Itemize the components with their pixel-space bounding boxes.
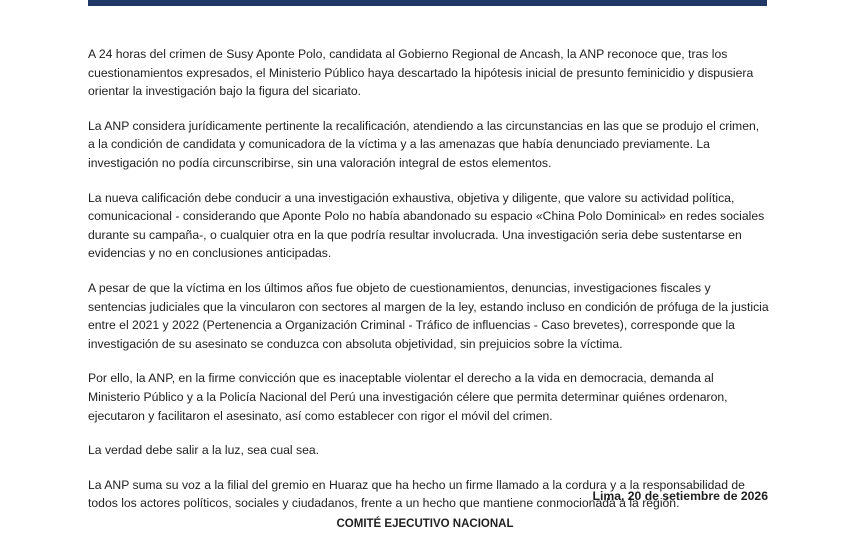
header-bar [88,0,767,6]
paragraph: A 24 horas del crimen de Susy Aponte Polo, candidata al Gobierno Regional de Ancash, la ANP reconoce que, tras los cuestionamientos expresados, el Ministerio Público haya descartado la hipótesis inicial de presunto feminicidio y dispusiera orientar la investigación bajo la figura del sicariato. [88,47,754,99]
paragraph: Por ello, la ANP, en la firme convicción que es inaceptable violentar el derecho a la vida en democracia, demanda al Ministerio Público y a la Policía Nacional del Perú una investigación célere que permita determinar quiénes ordenaron, ejecutaron y facilitaron el asesinato, así como establecer con rigor el móvil del crimen. [88,371,728,423]
paragraph: La nueva calificación debe conducir a una investigación exhaustiva, objetiva y diligente, que valore su actividad política, comunicacional - considerando que Aponte Polo no había abandonado su espacio «China Polo Dominical» en redes sociales durante su campaña-, o cualquier otra en la que podría resultar involucrada. Una investigación seria debe sustentarse en evidencias y no en conclusiones anticipadas. [88,190,765,261]
paragraph: La verdad debe salir a la luz, sea cual sea. [88,443,320,458]
paragraph: La ANP suma su voz a la filial del gremio en Huaraz que ha hecho un firme llamado a la cordura y a la responsabilidad de todos los actores políticos, sociales y ciudadanos, frente a un hecho que mantiene conmocionada a la región. [88,477,745,511]
paragraph: La ANP considera jurídicamente pertinente la recalificación, atendiendo a las circunstancias en las que se produjo el crimen, a la condición de candidata y comunicadora de la víctima y a las amenazas que había denunciado previamente. La investigación no podía circunscribirse, sin una valoración integral de estos elementos. [88,118,760,170]
signature-committee: COMITÉ EJECUTIVO NACIONAL [336,518,514,530]
statement-body [88,45,769,529]
date-line: Lima, 20 de setiembre de 2026 [592,489,768,503]
paragraph: A pesar de que la víctima en los últimos años fue objeto de cuestionamientos, denuncias, investigaciones fiscales y sentencias judiciales que la vincularon con sectores al margen de la ley, estando incluso en condición de prófuga de la justicia entre el 2021 y 2022 (Pertenencia a Organización Criminal - Tráfico de influencias - Caso brevetes), corresponde que la investigación de su asesinato se conduzca con absoluta objetividad, sin prejuicios sobre la víctima. [88,280,769,351]
